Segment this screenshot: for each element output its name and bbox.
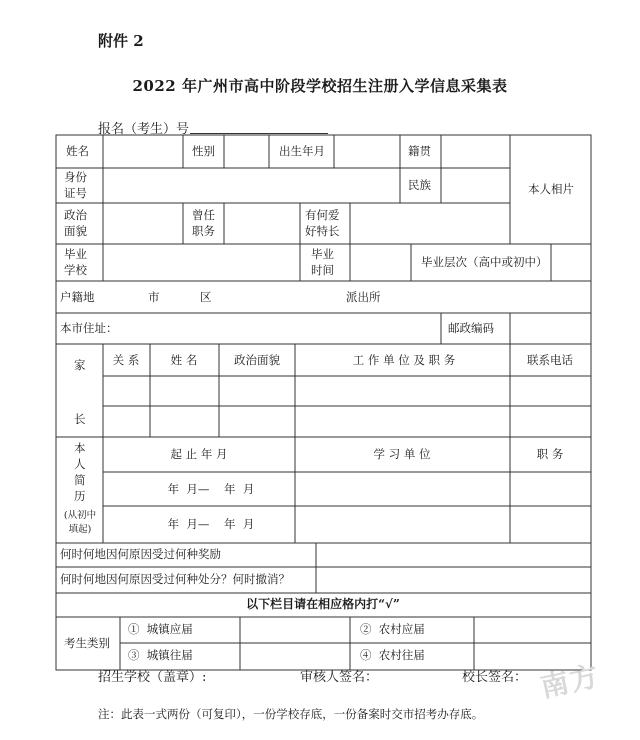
reviewer-signature-label: 审核人签名： (300, 670, 379, 685)
district-label: 区 (200, 290, 212, 304)
principal-signature-label: 校长签名： (462, 670, 528, 685)
resume-row-1-period: 年 月— 年 月 (167, 482, 255, 496)
resume-row-2-period: 年 月— 年 月 (167, 517, 255, 531)
birth-label: 出生年月 (279, 144, 325, 158)
gender-label: 性别 (192, 144, 215, 158)
hobby-label-line2: 好特长 (305, 224, 340, 238)
category-label: 考生类别 (64, 636, 110, 650)
punishment-label: 何时何地因何原因受过何种处分？何时撤消？ (60, 572, 290, 586)
political-label-line1: 政治 (64, 208, 87, 222)
name-label: 姓名 (66, 144, 89, 158)
resume-note-line2: 填起) (68, 524, 92, 535)
resume-label-char4: 历 (74, 489, 86, 503)
category-option-rural-current: ② 农村应届 (360, 622, 425, 636)
family-label-char1: 家 (74, 358, 86, 372)
award-label: 何时何地因何原因受过何种奖励 (60, 547, 221, 561)
watermark-logo: 南方 (537, 659, 604, 704)
page-title: 2022 年广州市高中阶段学校招生注册入学信息采集表 (132, 77, 508, 95)
grad-school-label-line1: 毕业 (64, 247, 87, 261)
id-label-line2: 证号 (64, 186, 87, 200)
grad-level-label: 毕业层次（高中或初中） (421, 255, 548, 269)
police-station-label: 派出所 (346, 290, 381, 304)
address-label: 本市住址： (60, 321, 118, 335)
registration-number-label: 报名（考生）号 (98, 122, 190, 137)
hukou-label: 户籍地 (60, 290, 95, 304)
family-label-char2: 长 (74, 412, 86, 426)
category-option-rural-previous: ④ 农村往届 (360, 648, 425, 662)
family-political-header: 政治面貌 (234, 353, 280, 367)
former-duty-label-line1: 曾任 (192, 208, 215, 222)
category-option-urban-previous: ③ 城镇往届 (128, 648, 193, 662)
photo-label: 本人相片 (528, 182, 574, 196)
city-label: 市 (148, 290, 160, 304)
ethnicity-label: 民族 (408, 178, 431, 192)
resume-label-char1: 本 (74, 441, 86, 455)
school-seal-label: 招生学校（盖章）: (98, 670, 207, 685)
family-phone-header: 联系电话 (527, 353, 573, 367)
postcode-label: 邮政编码 (448, 321, 494, 335)
hobby-label-line1: 有何爱 (305, 208, 340, 222)
grad-school-label-line2: 学校 (64, 263, 87, 277)
category-instruction: 以下栏目请在相应格内打“√” (246, 597, 400, 611)
resume-unit-header: 学 习 单 位 (373, 447, 431, 461)
grad-time-label-line2: 时间 (311, 263, 334, 277)
resume-note-line1: (从初中 (63, 510, 97, 521)
grad-time-label-line1: 毕业 (311, 247, 334, 261)
political-label-line2: 面貌 (64, 224, 87, 238)
family-work-header: 工 作 单 位 及 职 务 (352, 353, 456, 367)
footnote: 注：此表一式两份（可复印），一份学校存底，一份备案时交市招考办存底。 (98, 707, 484, 721)
resume-label-char3: 简 (74, 473, 86, 487)
resume-label-char2: 人 (74, 457, 86, 471)
resume-period-header: 起 止 年 月 (170, 447, 228, 461)
id-label-line1: 身份 (64, 170, 87, 184)
resume-duty-header: 职 务 (536, 447, 564, 461)
family-relation-header: 关 系 (112, 353, 140, 367)
category-option-urban-current: ① 城镇应届 (128, 622, 193, 636)
former-duty-label-line2: 职务 (192, 224, 215, 238)
attachment-label: 附件 2 (98, 32, 144, 50)
native-place-label: 籍贯 (408, 144, 431, 158)
family-name-header: 姓 名 (170, 353, 198, 367)
